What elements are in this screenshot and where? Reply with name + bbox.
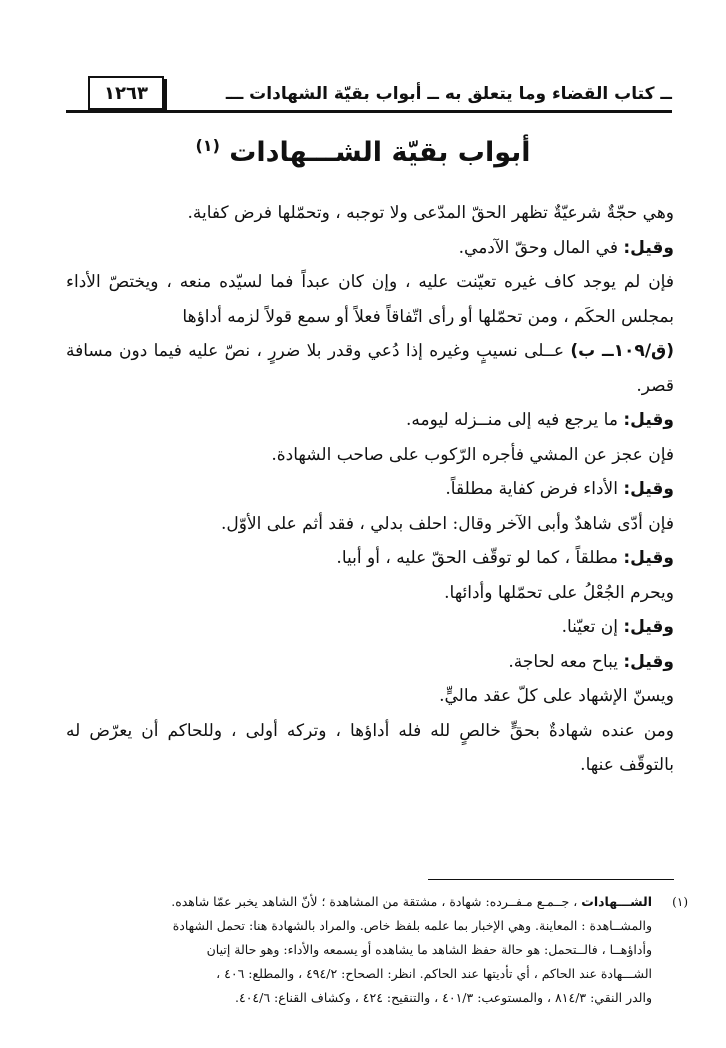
paragraph bbox=[66, 403, 674, 438]
paragraph bbox=[66, 472, 674, 507]
footnote-line bbox=[66, 938, 652, 962]
keyword: وقيل: bbox=[623, 479, 674, 499]
paragraph bbox=[66, 507, 674, 542]
paragraph-text: ويحرم الجُعْلُ على تحمّلها وأدائها. bbox=[444, 582, 674, 603]
paragraph bbox=[66, 714, 674, 783]
page-header bbox=[66, 76, 672, 116]
paragraph-text: فإن أدّى شاهدٌ وأبى الآخر وقال: احلف بدلي ، فقد أثم على الأوّل. bbox=[221, 513, 674, 534]
footnote-rule bbox=[428, 879, 674, 880]
footnote-line bbox=[66, 914, 652, 938]
running-head: ــ كتاب القضاء وما يتعلق به ــ أبواب بقيّة الشهادات ـــ bbox=[225, 84, 672, 104]
paragraph-text: ما يرجع فيه إلى منــزله ليومه. bbox=[405, 410, 624, 430]
paragraph bbox=[66, 265, 674, 334]
paragraph bbox=[66, 645, 674, 680]
header-rule bbox=[66, 110, 672, 113]
paragraph bbox=[66, 438, 674, 473]
paragraph-text: الأداء فرض كفاية مطلقاً. bbox=[445, 479, 624, 499]
paragraph bbox=[66, 576, 674, 611]
footnote bbox=[66, 890, 688, 1010]
keyword: وقيل: bbox=[623, 548, 674, 568]
footnote-text: وأداؤهــا ، فالــتحمل: هو حالة حفظ الشاهد ما يشاهده أو يسمعه والأداء: وهو حالة إتيان bbox=[206, 942, 652, 957]
keyword: وقيل: bbox=[623, 651, 674, 672]
paragraph-text: فإن عجز عن المشي فأجره الرّكوب على صاحب الشهادة. bbox=[271, 444, 674, 465]
footnote-line bbox=[66, 962, 652, 986]
footnote-text: ، جــمـع مـفــرده: شهادة ، مشتقة من المشاهدة ؛ لأنّ الشاهد يخبر عمّا شاهده. bbox=[171, 894, 582, 909]
paragraph bbox=[66, 610, 674, 645]
paragraph-text: ويسنّ الإشهاد على كلّ عقد ماليٍّ. bbox=[439, 686, 674, 706]
footnote-line bbox=[66, 890, 652, 914]
footnote-line bbox=[66, 986, 652, 1010]
footnote-term: الشـــهادات bbox=[581, 894, 652, 909]
footnote-marker: (١) bbox=[672, 895, 688, 909]
keyword: وقيل: bbox=[623, 237, 674, 258]
paragraph-text: يباح معه لحاجة. bbox=[508, 651, 624, 672]
paragraph bbox=[66, 196, 674, 231]
paragraph-text: عــلى نسيبٍ وغيره إذا دُعي وقدر بلا ضررٍ ، نصّ عليه فيما دون مسافة قصر. bbox=[66, 341, 674, 396]
footnote-text: والمشــاهدة : المعاينة. وهي الإخبار بما علمه بلفظ خاص. والمراد بالشهادة هنا: تحمل الشهادة bbox=[172, 918, 652, 933]
paragraph bbox=[66, 334, 674, 403]
body-text bbox=[66, 196, 674, 783]
paragraph-text: إن تعيّنا. bbox=[561, 617, 624, 637]
keyword: وقيل: bbox=[623, 617, 674, 637]
paragraph bbox=[66, 679, 674, 714]
chapter-title-text: أبواب بقيّة الشـــهادات bbox=[229, 137, 531, 168]
paragraph-text: مطلقاً ، كما لو توقّف الحقّ عليه ، أو أبيا. bbox=[336, 548, 624, 568]
footnote-text: والدر النقي: ٨١٤/٣ ، والمستوعب: ٤٠١/٣ ، والتنقيح: ٤٢٤ ، وكشاف القناع: ٤٠٤/٦. bbox=[235, 990, 652, 1005]
page-number: ١٢٦٣ bbox=[88, 76, 164, 110]
keyword: وقيل: bbox=[623, 410, 674, 430]
footnote-ref[interactable]: (١) bbox=[195, 136, 220, 155]
paragraph bbox=[66, 231, 674, 266]
footnote-body bbox=[66, 890, 674, 1010]
paragraph-text: وهي حجّةٌ شرعيّةٌ تظهر الحقّ المدّعى ولا توجبه ، وتحمّلها فرض كفاية. bbox=[187, 203, 674, 223]
paragraph-text: فإن لم يوجد كاف غيره تعيّنت عليه ، وإن كان عبداً فما لسيّده منعه ، ويختصّ الأداء بمجلس الحكَم ، ومن تحمّلها أو رأى اتّفاقاً فعلاً أو سمع قولاً لزمه أداؤها bbox=[66, 272, 674, 327]
footnote-text: الشـــهادة عند الحاكم ، أي تأديتها عند الحاكم. انظر: الصحاح: ٤٩٤/٢ ، والمطلع: ٤٠٦ ، bbox=[216, 966, 652, 981]
paragraph bbox=[66, 541, 674, 576]
paragraph-text: ومن عنده شهادةٌ بحقٍّ خالصٍ لله فله أداؤها ، وتركه أولى ، وللحاكم أن يعرّض له بالتوقّف عنها. bbox=[66, 720, 674, 775]
manuscript-ref: (ق/١٠٩ــ ب) bbox=[570, 341, 674, 361]
chapter-title bbox=[0, 136, 726, 168]
paragraph-text: في المال وحقّ الآدمي. bbox=[458, 237, 624, 258]
